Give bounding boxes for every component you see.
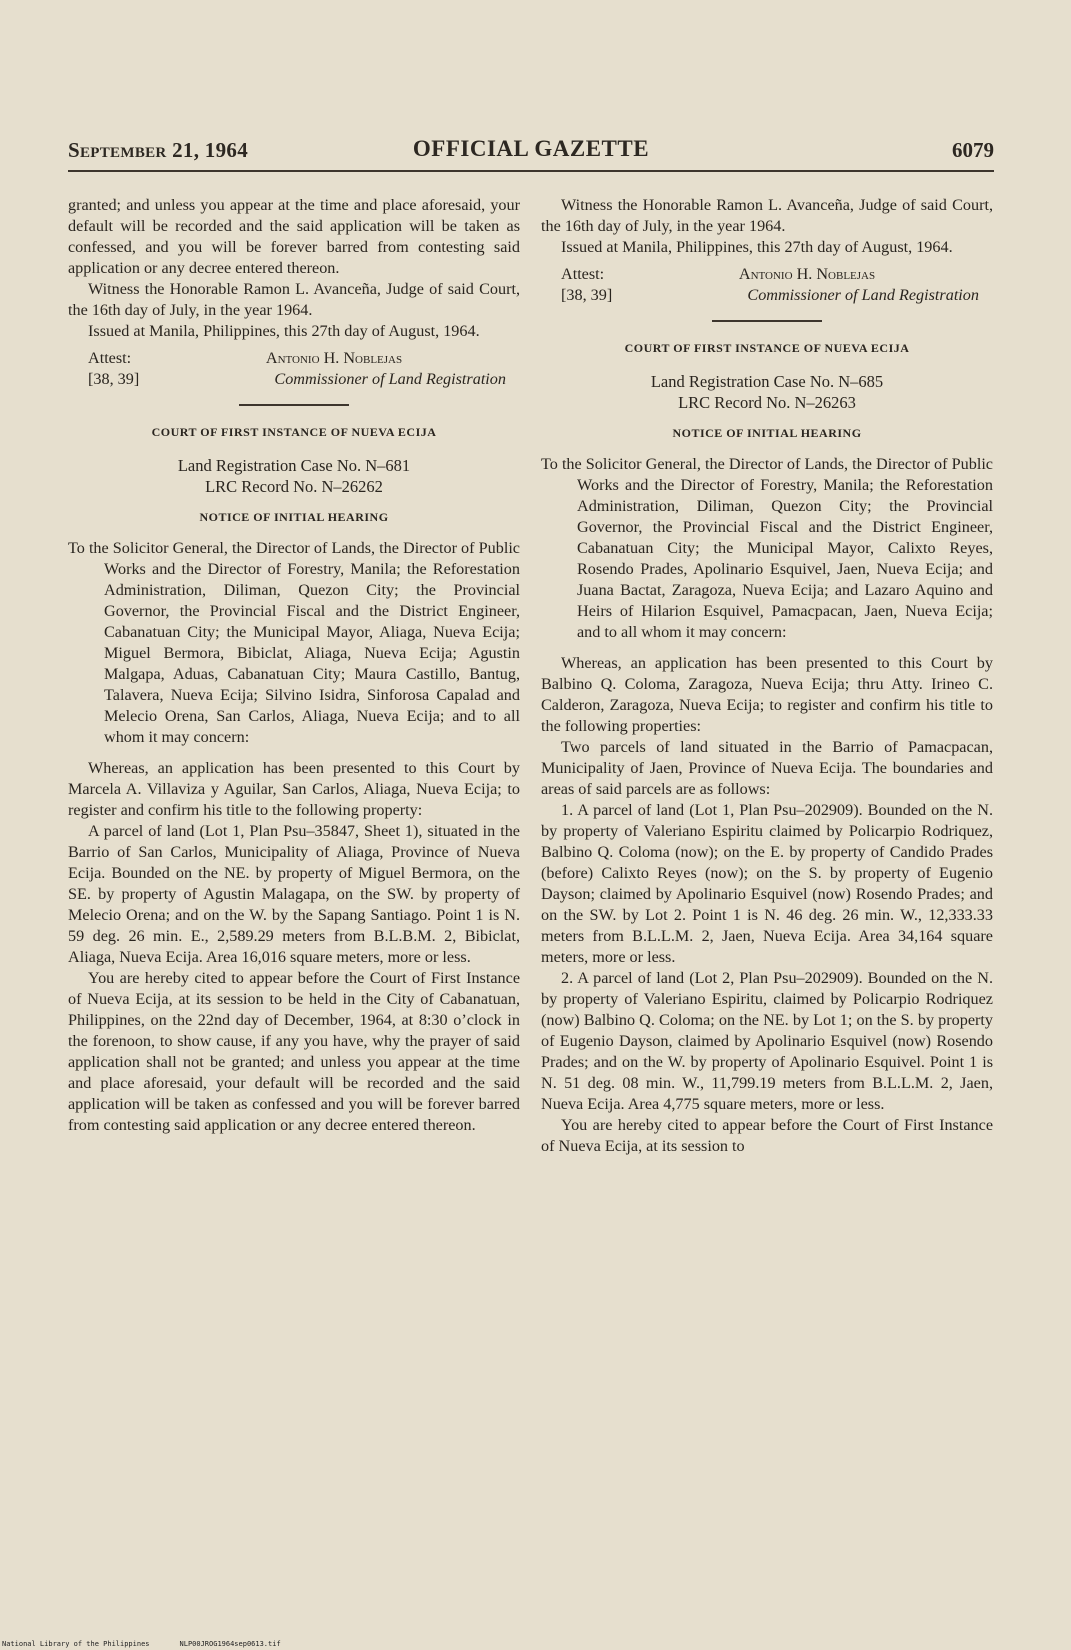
attest-ref: [38, 39] xyxy=(561,286,613,304)
right-column xyxy=(541,195,993,1157)
parcel-paragraph: A parcel of land (Lot 1, Plan Psu–35847, Sheet 1), situated in the Barrio of San Carlos, Municipality of Aliaga, Province of Nueva Ecija. Bounded on the NE. by property of Miguel Bermora, on the SE. by property of Agustin Malagapa, on the SW. by property of Melecio Orena; and on the W. by the Sapang Santiago. Point 1 is N. 59 deg. 26 min. E., 2,589.29 meters from B.L.B.M. 2, Bibiclat, Aliaga, Nueva Ecija. Area 16,016 square meters, more or less. xyxy=(68,822,520,966)
attest-ref: [38, 39] xyxy=(88,370,140,388)
attest-role: Commissioner of Land Registration xyxy=(747,286,979,304)
scan-footer xyxy=(2,1640,311,1648)
addressees-paragraph: To the Solicitor General, the Director of Lands, the Director of Public Works and the Director of Forestry, Manila; the Reforestation Administration, Diliman, Quezon City; the Provincial Governor, the Provincial Fiscal and the District Engineer, Cabanatuan City; the Municipal Mayor, Calixto Reyes, Rosendo Prades, Apolinario Esquivel, Jaen, Nueva Ecija; and Juana Bactat, Zaragoza, Nueva Ecija; and Lazaro Aquino and Heirs of Hilarion Esquivel, Pamacpacan, Jaen, Nueva Ecija; and to all whom it may concern: xyxy=(541,455,993,641)
witness-paragraph: Witness the Honorable Ramon L. Avanceña, Judge of said Court, the 16th day of July, in the year 1964. xyxy=(68,280,520,319)
two-parcels-paragraph: Two parcels of land situated in the Barrio of Pamacpacan, Municipality of Jaen, Province of Nueva Ecija. The boundaries and areas of said parcels are as follows: xyxy=(541,738,993,798)
case-number: Land Registration Case No. N–681 xyxy=(177,456,411,475)
cited-paragraph: You are hereby cited to appear before the Court of First Instance of Nueva Ecija, at its session to be held in the City of Cabanatuan, Philippines, on the 22nd day of December, 1964, at 8:30 o’clock in the forenoon, to show cause, if any you have, why the prayer of said application shall not be granted; and unless you appear at the time and place aforesaid, your default will be recorded and the said application will be taken as confessed and you will be forever barred from contesting said application or any decree entered thereon. xyxy=(68,969,520,1134)
attest-block xyxy=(541,264,993,308)
section-divider xyxy=(239,404,349,406)
lrc-record: LRC Record No. N–26262 xyxy=(205,477,383,496)
witness-paragraph: Witness the Honorable Ramon L. Avanceña, Judge of said Court, the 16th day of July, in the year 1964. xyxy=(541,196,993,235)
attest-label: Attest: xyxy=(561,265,605,283)
court-heading: COURT OF FIRST INSTANCE OF NUEVA ECIJA xyxy=(151,425,437,439)
section-divider xyxy=(712,320,822,322)
footer-library: National Library of the Philippines xyxy=(2,1640,150,1648)
footer-file: NLP00JROG1964sep0613.tif xyxy=(179,1640,281,1648)
addressees-paragraph: To the Solicitor General, the Director of Lands, the Director of Public Works and the Director of Forestry, Manila; the Reforestation Administration, Diliman, Quezon City; the Provincial Governor, the Provincial Fiscal and the District Engineer, Cabanatuan City; the Municipal Mayor, Aliaga, Nueva Ecija; Miguel Bermora, Bibiclat, Aliaga, Nueva Ecija; Agustin Malgapa, Aduas, Cabanatuan City; Maura Castillo, Bantug, Talavera, Nueva Ecija; Silvino Isidra, Sinforosa Capalad and Melecio Orena, San Carlos, Aliaga, Nueva Ecija; and to all whom it may concern: xyxy=(68,539,520,746)
issued-paragraph: Issued at Manila, Philippines, this 27th day of August, 1964. xyxy=(88,322,480,340)
header-rule xyxy=(68,170,994,172)
header-page-number: 6079 xyxy=(952,138,994,162)
attest-role: Commissioner of Land Registration xyxy=(274,370,506,388)
court-heading: COURT OF FIRST INSTANCE OF NUEVA ECIJA xyxy=(624,341,910,355)
issued-paragraph: Issued at Manila, Philippines, this 27th day of August, 1964. xyxy=(561,238,953,256)
attest-label: Attest: xyxy=(88,349,132,367)
notice-heading: NOTICE OF INITIAL HEARING xyxy=(672,426,862,440)
page-header xyxy=(68,136,994,170)
case-number: Land Registration Case No. N–685 xyxy=(650,372,884,391)
whereas-paragraph: Whereas, an application has been presented to this Court by Balbino Q. Coloma, Zaragoza, Nueva Ecija; thru Atty. Irineo C. Calderon, Zaragoza, Nueva Ecija; to register and confirm his title to the following properties: xyxy=(541,654,993,735)
attest-name: Antonio H. Noblejas xyxy=(265,349,403,367)
cited-paragraph: You are hereby cited to appear before the Court of First Instance of Nueva Ecija, at its session to xyxy=(541,1116,993,1155)
continued-paragraph: granted; and unless you appear at the time and place aforesaid, your default will be recorded and the said application will be taken as confessed, and you will be forever barred from contesting said application or any decree entered thereon. xyxy=(68,196,520,277)
notice-heading: NOTICE OF INITIAL HEARING xyxy=(199,510,389,524)
header-date: September 21, 1964 xyxy=(68,138,249,162)
parcel-2-paragraph: 2. A parcel of land (Lot 2, Plan Psu–202909). Bounded on the N. by property of Valeriano Espiritu, claimed by Policarpio Rodriquez (now) Balbino Q. Coloma; on the NE. by Lot 1; on the S. by property of Eugenio Dayson, claimed by Apolinario Esquivel (now) Rosendo Prades; and on the W. by property of Apolinario Esquivel. Point 1 is N. 51 deg. 08 min. W., 11,799.19 meters from B.L.L.M. 2, Jaen, Nueva Ecija. Area 4,775 square meters, more or less. xyxy=(541,969,993,1113)
parcel-1-paragraph: 1. A parcel of land (Lot 1, Plan Psu–202909). Bounded on the N. by property of Valeriano Espiritu claimed by Policarpio Rodriquez, Balbino Q. Coloma (now); on the E. by property of Candido Prades (before) Calixto Reyes (now); on the S. by property of Eugenio Dayson; claimed by Apolinario Esquivel (now) Rosendo Prades; and on the SW. by Lot 2. Point 1 is N. 46 deg. 26 min. W., 12,333.33 meters from B.L.L.M. 2, Jaen, Nueva Ecija. Area 34,164 square meters, more or less. xyxy=(541,801,993,966)
whereas-paragraph: Whereas, an application has been presented to this Court by Marcela A. Villaviza y Aguilar, San Carlos, Aliaga, Nueva Ecija; to register and confirm his title to the following property: xyxy=(68,759,520,819)
left-column xyxy=(68,195,520,1136)
lrc-record: LRC Record No. N–26263 xyxy=(678,393,856,412)
header-title: OFFICIAL GAZETTE xyxy=(412,136,650,161)
attest-name: Antonio H. Noblejas xyxy=(738,265,876,283)
attest-block xyxy=(68,348,520,392)
